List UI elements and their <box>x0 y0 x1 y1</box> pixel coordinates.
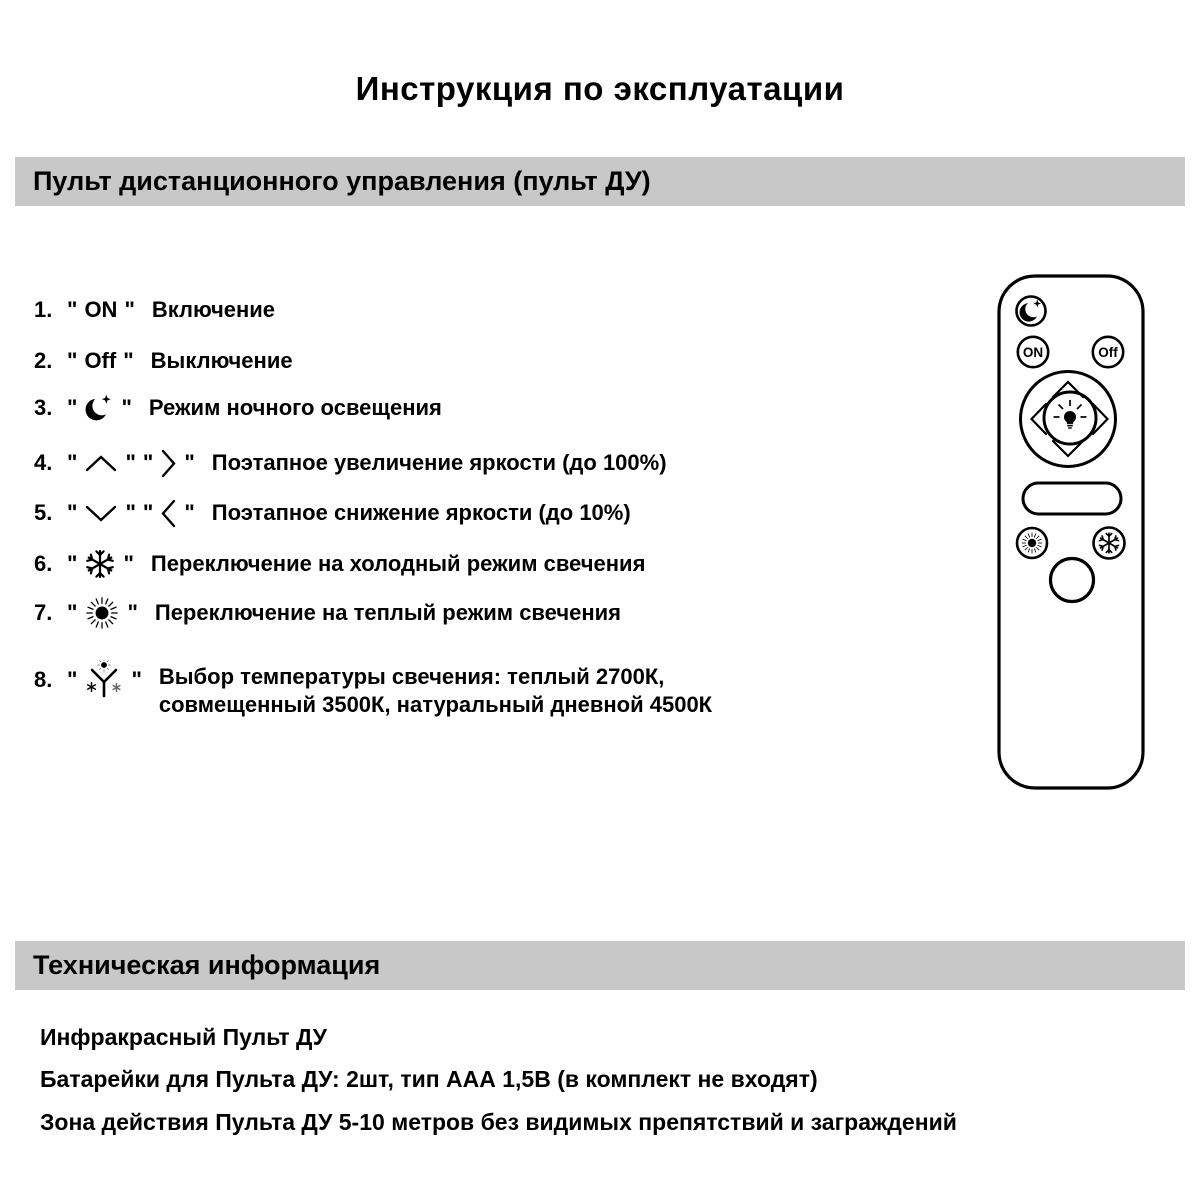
section-header-tech <box>15 941 1185 990</box>
quote-mark: " <box>125 450 136 475</box>
remote-off-button <box>1093 337 1123 367</box>
mini-snowflake-icon <box>113 683 121 692</box>
item-number: 8. <box>34 667 53 692</box>
section-header-remote-label: Пульт дистанционного управления (пульт ДУ) <box>33 166 651 196</box>
section-header-remote <box>15 157 1185 206</box>
chevron-left-icon <box>160 498 177 529</box>
quote-mark: " <box>67 600 78 625</box>
color-temperature-icon <box>84 660 124 700</box>
item-text: Режим ночного освещения <box>148 395 442 420</box>
item-number: 5. <box>34 500 53 525</box>
quote-mark: " <box>67 667 78 692</box>
item-text: Включение <box>151 297 276 322</box>
quote-mark: " <box>142 450 154 475</box>
item-text: Выключение <box>150 348 293 373</box>
item-number: 2. <box>34 348 53 373</box>
item-number: 4. <box>34 450 53 475</box>
item-text: Поэтапное снижение яркости (до 10%) <box>211 500 631 525</box>
crescent-moon-icon <box>84 392 114 424</box>
list-item <box>0 341 293 381</box>
quote-mark: " <box>142 500 154 525</box>
quote-mark: " <box>67 395 78 420</box>
item-text-line1: Выбор температуры свечения: теплый 2700К, <box>158 664 665 689</box>
item-number: 7. <box>34 600 53 625</box>
quote-mark: " <box>127 600 138 625</box>
item-number: 6. <box>34 551 53 576</box>
tech-info-line: Инфракрасный Пульт ДУ <box>40 1024 327 1050</box>
remote-round-button <box>1051 559 1094 602</box>
tech-info-line: Зона действия Пульта ДУ 5-10 метров без видимых препятствий и заграждений <box>40 1109 957 1135</box>
quote-mark: " <box>67 450 78 475</box>
item-text: Переключение на холодный режим свечения <box>150 551 646 576</box>
page-title: Инструкция по эксплуатации <box>355 70 845 107</box>
chevron-right-icon <box>160 448 177 479</box>
sun-icon <box>84 595 120 631</box>
chevron-down-icon <box>84 504 118 523</box>
remote-night-button <box>1017 297 1046 326</box>
remote-pill-button <box>1023 483 1121 514</box>
item-text: Поэтапное увеличение яркости (до 100%) <box>211 450 667 475</box>
list-item <box>0 593 621 633</box>
quote-mark: " <box>131 667 142 692</box>
mini-snowflake-icon <box>88 682 97 692</box>
quote-mark: " <box>125 500 136 525</box>
remote-dpad <box>1021 372 1116 467</box>
quote-mark: " <box>121 395 132 420</box>
list-item <box>0 544 645 584</box>
quote-mark: " <box>123 551 134 576</box>
list-item <box>0 660 712 718</box>
quote-mark: " <box>67 500 78 525</box>
remote-on-label: ON <box>1022 345 1044 360</box>
remote-warm-button <box>1017 528 1047 558</box>
list-item <box>0 443 667 483</box>
item-text <box>159 663 712 718</box>
mini-sun-icon <box>98 660 111 672</box>
snowflake-icon <box>84 548 116 580</box>
sun-icon <box>1022 533 1042 553</box>
list-item <box>0 493 631 533</box>
quote-mark: " <box>184 500 195 525</box>
chevron-up-icon <box>84 454 118 473</box>
quote-mark: " <box>184 450 195 475</box>
list-item <box>0 388 442 428</box>
item-text: Переключение на теплый режим свечения <box>154 600 622 625</box>
quote-mark: " <box>123 348 134 373</box>
off-label: Off <box>84 348 117 373</box>
remote-illustration <box>996 273 1146 798</box>
on-label: ON <box>84 297 118 322</box>
item-text-line2: совмещенный 3500К, натуральный дневной 4500К <box>158 691 713 717</box>
tech-info-line: Батарейки для Пульта ДУ: 2шт, тип ААА 1,5В (в комплект не входят) <box>40 1066 818 1092</box>
remote-cold-button <box>1094 528 1125 559</box>
list-item <box>0 290 275 330</box>
quote-mark: " <box>124 297 135 322</box>
remote-off-label: Off <box>1098 345 1118 360</box>
item-number: 3. <box>34 395 53 420</box>
section-header-tech-label: Техническая информация <box>33 950 381 980</box>
quote-mark: " <box>67 348 78 373</box>
quote-mark: " <box>67 297 78 322</box>
remote-on-button <box>1018 337 1048 367</box>
quote-mark: " <box>67 551 78 576</box>
item-number: 1. <box>34 297 53 322</box>
